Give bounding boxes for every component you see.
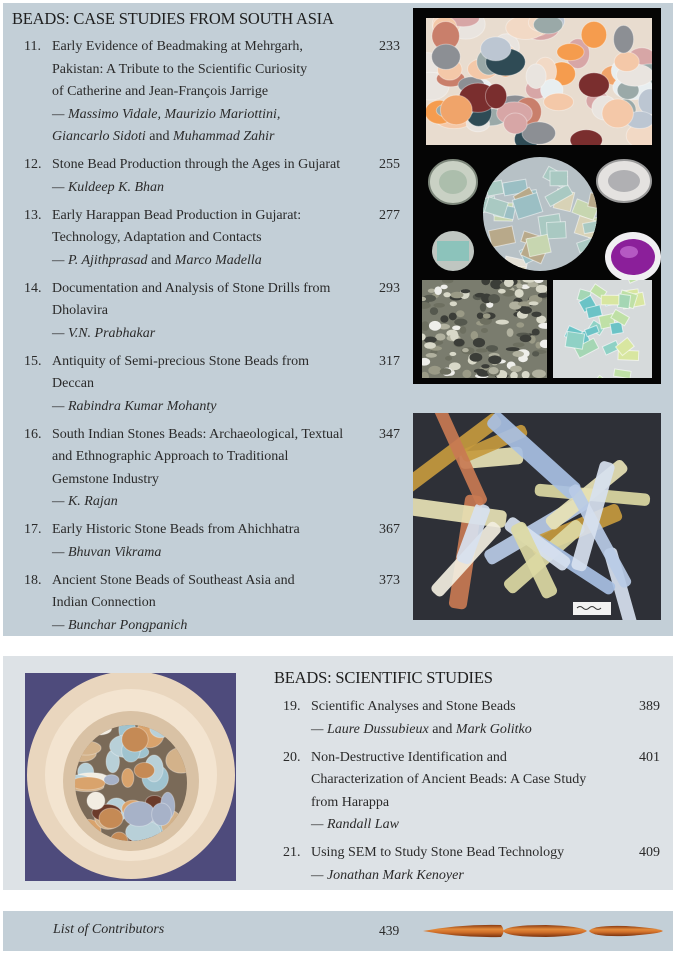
entry-authors: — Jonathan Mark Kenoyer: [311, 867, 464, 883]
section-title-scientific: BEADS: SCIENTIFIC STUDIES: [274, 668, 493, 687]
entry-title-line: of Catherine and Jean-François Jarrige: [52, 84, 269, 99]
contributors-page-number: 439: [379, 923, 400, 938]
entry-title-line: Stone Bead Production through the Ages in Gujarat: [52, 157, 341, 172]
entry-title-line: Indian Connection: [52, 595, 156, 610]
entry-title-line: Early Historic Stone Beads from Ahichhatra: [52, 522, 300, 537]
entry-authors: — Bunchar Pongpanich: [52, 617, 188, 633]
entry-page-number: 389: [639, 699, 660, 714]
entry-number: 19.: [283, 699, 301, 714]
entry-page-number: 373: [379, 572, 400, 588]
entry-page-number: 255: [379, 157, 400, 172]
entry-authors: — P. Ajithprasad and Marco Madella: [52, 252, 262, 268]
bead-pot-graphic: [25, 673, 236, 881]
entry-title-line: and Ethnographic Approach to Traditional: [52, 449, 289, 464]
entry-page-number: 233: [379, 39, 400, 54]
entry-title-line: South Indian Stones Beads: Archaeological, Textual: [52, 426, 344, 442]
entry-authors: — Kuldeep K. Bhan: [52, 179, 164, 195]
entry-title-line: from Harappa: [311, 794, 390, 810]
entry-page-number: 293: [379, 280, 400, 296]
orange-beads-decoration: [421, 919, 665, 943]
entry-number: 12.: [24, 157, 42, 172]
entry-page-number: 367: [379, 522, 400, 537]
entry-title-line: Gemstone Industry: [52, 471, 159, 487]
entry-title-line: Dholavira: [52, 303, 108, 318]
bead-2: [503, 925, 587, 937]
entry-number: 15.: [24, 353, 42, 369]
entry-authors: — Bhuvan Vikrama: [52, 544, 162, 560]
entry-page-number: 277: [379, 207, 400, 223]
entry-title-line: Ancient Stone Beads of Southeast Asia and: [52, 572, 295, 588]
entry-title-line: Scientific Analyses and Stone Beads: [311, 699, 516, 714]
bead-pot-image: [25, 673, 236, 881]
entry-authors: — Laure Dussubieux and Mark Golitko: [311, 721, 532, 737]
contributors-label[interactable]: List of Contributors: [53, 922, 165, 937]
entry-page-number: 317: [379, 353, 400, 369]
entry-title-line: Early Evidence of Beadmaking at Mehrgarh,: [52, 39, 303, 54]
entry-page-number: 347: [379, 426, 400, 442]
entry-title-line: Non-Destructive Identification and: [311, 749, 507, 765]
stone-drills-graphic: [413, 413, 661, 620]
entry-authors: — V.N. Prabhakar: [52, 325, 156, 341]
entry-title-line: Documentation and Analysis of Stone Drills from: [52, 280, 331, 296]
entry-number: 20.: [283, 749, 301, 765]
entry-title-line: Using SEM to Study Stone Bead Technology: [311, 845, 565, 860]
entry-number: 18.: [24, 572, 42, 588]
entry-number: 14.: [24, 280, 42, 296]
section-title-case-studies: BEADS: CASE STUDIES FROM SOUTH ASIA: [12, 9, 334, 28]
entry-title-line: Characterization of Ancient Beads: A Case Study: [311, 772, 587, 787]
entry-authors: — Randall Law: [311, 817, 399, 832]
entry-number: 17.: [24, 522, 42, 537]
entry-page-number: 401: [639, 749, 660, 765]
entry-title-line: Pakistan: A Tribute to the Scientific Curiosity: [52, 61, 308, 77]
entry-number: 21.: [283, 845, 301, 860]
entry-title-line: Antiquity of Semi-precious Stone Beads from: [52, 353, 310, 369]
contributors-bar: [3, 911, 673, 951]
bead-3: [589, 926, 663, 936]
entry-authors: Giancarlo Sidoti and Muhammad Zahir: [52, 129, 275, 144]
entry-number: 11.: [24, 39, 41, 54]
bead-1: [423, 925, 504, 937]
gemstone-collage-image: [413, 8, 661, 384]
entry-number: 13.: [24, 207, 42, 223]
entry-authors: — K. Rajan: [52, 494, 118, 509]
gemstone-collage-graphic: [413, 8, 661, 384]
entry-authors: — Rabindra Kumar Mohanty: [52, 398, 217, 414]
entry-number: 16.: [24, 426, 42, 442]
entry-authors: — Massimo Vidale, Maurizio Mariottini,: [52, 106, 281, 122]
entry-title-line: Technology, Adaptation and Contacts: [52, 230, 262, 245]
entry-title-line: Early Harappan Bead Production in Gujarat:: [52, 207, 302, 223]
stone-drills-image: [413, 413, 661, 620]
entry-title-line: Deccan: [52, 376, 94, 391]
entry-page-number: 409: [639, 845, 660, 860]
